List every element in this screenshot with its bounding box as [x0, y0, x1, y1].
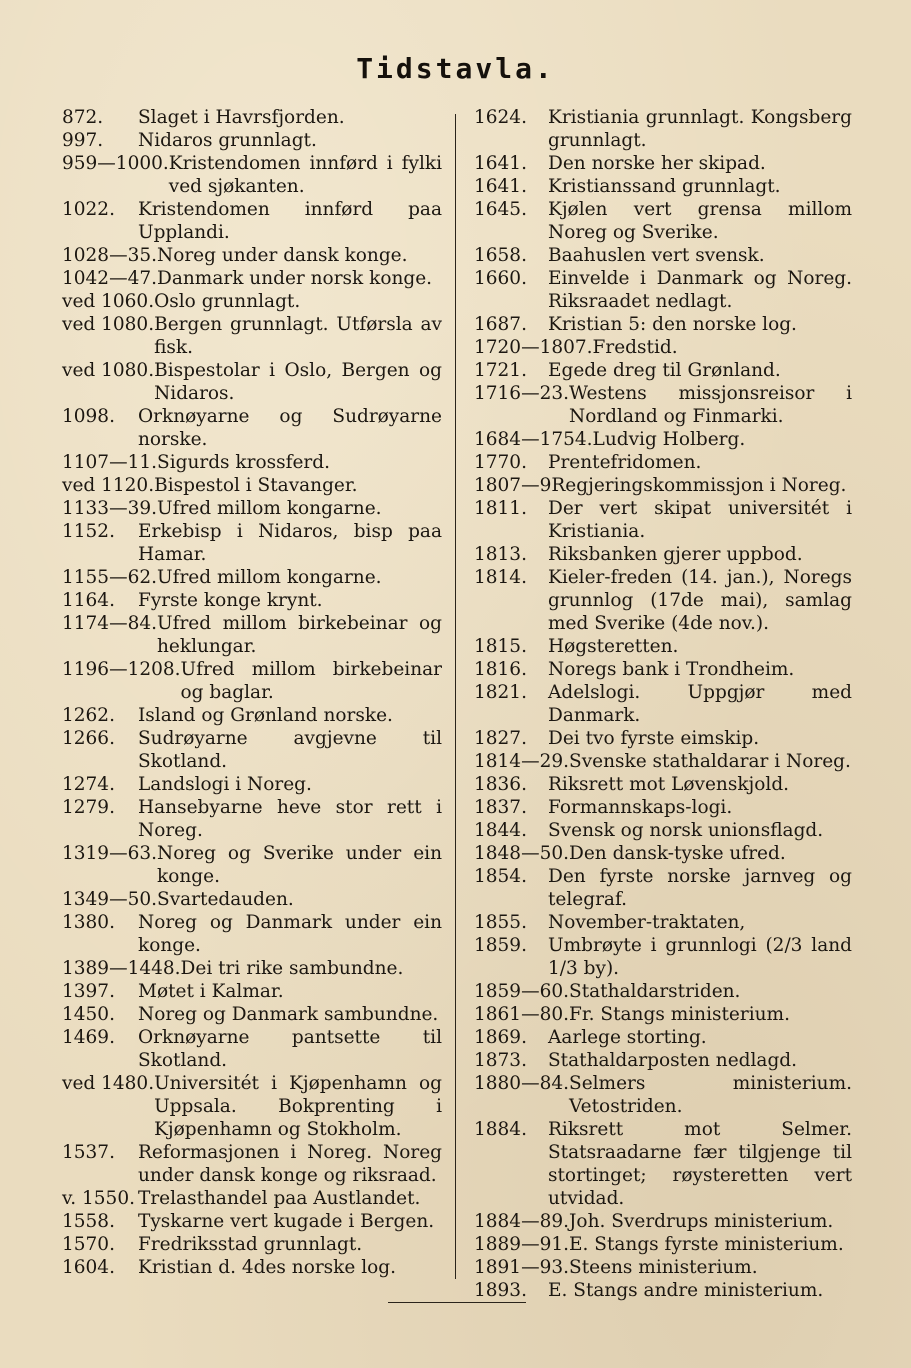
entry-year: 1859—60.: [474, 981, 570, 1002]
entry-year: 1107—11.: [62, 452, 158, 473]
timeline-entry: [62, 1003, 442, 1026]
entry-text: Noregs bank i Trondheim.: [548, 659, 795, 680]
entry-year: 1641.: [474, 153, 527, 174]
entry-text: Bergen grunnlagt. Utførsla av fisk.: [154, 314, 442, 358]
entry-year: 1720—1807.: [474, 337, 593, 358]
entry-text: Orknøyarne og Sudrøyarne norske.: [138, 406, 442, 450]
entry-year: 1152.: [62, 521, 115, 542]
entry-text: Ufred millom kongarne.: [157, 498, 382, 519]
timeline-entry: [62, 704, 442, 727]
entry-year: 1262.: [62, 705, 115, 726]
timeline-column-left: [62, 106, 442, 1279]
entry-year: 1869.: [474, 1027, 527, 1048]
entry-text: Riksrett mot Løvenskjold.: [548, 774, 790, 795]
entry-year: 1279.: [62, 797, 115, 818]
entry-year: ved 1080.: [62, 314, 155, 335]
entry-year: 1274.: [62, 774, 115, 795]
timeline-entry: [474, 1072, 852, 1118]
timeline-entry: [474, 497, 852, 543]
entry-year: 1821.: [474, 682, 527, 703]
timeline-entry: [474, 1049, 852, 1072]
entry-year: 1859.: [474, 935, 527, 956]
timeline-entry: [62, 474, 442, 497]
entry-year: 872.: [62, 107, 104, 128]
entry-text: Stathaldarposten nedlagd.: [548, 1050, 798, 1071]
timeline-entry: [474, 727, 852, 750]
entry-text: Hansebyarne heve stor rett i Noreg.: [138, 797, 442, 841]
entry-year: ved 1480.: [62, 1073, 155, 1094]
entry-year: 1196—1208.: [62, 659, 181, 680]
timeline-entry: [474, 1003, 852, 1026]
timeline-entry: [62, 198, 442, 244]
timeline-entry: [62, 1072, 442, 1141]
entry-text: Dei tri rike sambundne.: [180, 958, 404, 979]
timeline-entry: [474, 796, 852, 819]
entry-text: Steens ministerium.: [569, 1257, 758, 1278]
entry-year: 1266.: [62, 728, 115, 749]
entry-year: 1042—47.: [62, 268, 158, 289]
entry-text: Regjeringskommissjon i Noreg.: [551, 475, 847, 496]
entry-year: 1811.: [474, 498, 527, 519]
entry-text: Bispestol i Stavanger.: [154, 475, 358, 496]
entry-year: 1814—29.: [474, 751, 570, 772]
timeline-entry: [62, 1256, 442, 1279]
entry-year: 1813.: [474, 544, 527, 565]
entry-text: Kieler-freden (14. jan.), Noregs grunnlog (17de mai), samlag med Sverike (4de nov.).: [548, 567, 852, 634]
timeline-entry: [62, 1233, 442, 1256]
entry-text: Kristendomen innførd paa Upplandi.: [138, 199, 442, 243]
entry-text: Noreg og Danmark under ein konge.: [138, 912, 442, 956]
entry-text: Den fyrste norske jarnveg og telegraf.: [548, 866, 852, 910]
entry-year: 1164.: [62, 590, 115, 611]
entry-year: 1844.: [474, 820, 527, 841]
timeline-entry: [62, 842, 442, 888]
entry-text: Riksbanken gjerer uppbod.: [548, 544, 803, 565]
entry-text: Møtet i Kalmar.: [138, 981, 284, 1002]
entry-text: Ufred millom kongarne.: [157, 567, 382, 588]
timeline-entry: [62, 911, 442, 957]
entry-year: 1349—50.: [62, 889, 158, 910]
entry-text: E. Stangs fyrste ministerium.: [569, 1234, 844, 1255]
entry-year: 1687.: [474, 314, 527, 335]
entry-year: 1848—50.: [474, 843, 570, 864]
entry-text: November-traktaten,: [548, 912, 746, 933]
timeline-entry: [62, 888, 442, 911]
timeline-entry: [474, 451, 852, 474]
entry-text: Westens missjonsreisor i Nordland og Finmarki.: [569, 383, 852, 427]
timeline-entry: [62, 106, 442, 129]
timeline-entry: [62, 267, 442, 290]
entry-text: Den dansk-tyske ufred.: [569, 843, 786, 864]
timeline-entry: [62, 290, 442, 313]
entry-year: 1721.: [474, 360, 527, 381]
entry-year: 1880—84.: [474, 1073, 570, 1094]
entry-text: Kristendomen innførd i fylki ved sjøkanten.: [168, 153, 442, 197]
entry-text: Aarlege storting.: [548, 1027, 707, 1048]
timeline-entry: [62, 520, 442, 566]
entry-text: Nidaros grunnlagt.: [138, 130, 317, 151]
timeline-entry: [474, 750, 852, 773]
entry-year: 1174—84.: [62, 613, 158, 634]
timeline-entry: [474, 1256, 852, 1279]
timeline-entry: [474, 198, 852, 244]
timeline-entry: [474, 980, 852, 1003]
entry-year: 1133—39.: [62, 498, 158, 519]
timeline-entry: [62, 612, 442, 658]
entry-year: 1854.: [474, 866, 527, 887]
entry-year: 1891—93.: [474, 1257, 570, 1278]
timeline-entry: [474, 1210, 852, 1233]
timeline-entry: [62, 1210, 442, 1233]
entry-year: 1893.: [474, 1280, 527, 1301]
entry-text: Ufred millom birkebeinar og heklungar.: [157, 613, 442, 657]
timeline-entry: [62, 313, 442, 359]
entry-text: Oslo grunnlagt.: [154, 291, 301, 312]
entry-text: Kristianssand grunnlagt.: [548, 176, 781, 197]
entry-year: 1028—35.: [62, 245, 158, 266]
timeline-entry: [62, 1187, 442, 1210]
timeline-entry: [474, 543, 852, 566]
entry-year: 1873.: [474, 1050, 527, 1071]
timeline-entry: [62, 796, 442, 842]
entry-text: Formannskaps-logi.: [548, 797, 733, 818]
entry-year: 1816.: [474, 659, 527, 680]
entry-year: 1815.: [474, 636, 527, 657]
entry-text: Adelslogi. Uppgjør med Danmark.: [548, 682, 852, 726]
entry-text: Baahuslen vert svensk.: [548, 245, 765, 266]
entry-year: 1660.: [474, 268, 527, 289]
entry-text: Bispestolar i Oslo, Bergen og Nidaros.: [154, 360, 442, 404]
entry-text: Danmark under norsk konge.: [157, 268, 433, 289]
entry-text: Erkebisp i Nidaros, bisp paa Hamar.: [138, 521, 442, 565]
entry-text: Kristian d. 4des norske log.: [138, 1257, 396, 1278]
timeline-entry: [474, 681, 852, 727]
entry-year: 1837.: [474, 797, 527, 818]
entry-text: Der vert skipat universitét i Kristiania.: [548, 498, 852, 542]
entry-year: 1389—1448.: [62, 958, 181, 979]
timeline-entry: [474, 336, 852, 359]
entry-year: 1861—80.: [474, 1004, 570, 1025]
timeline-entry: [62, 152, 442, 198]
entry-text: Kristian 5: den norske log.: [548, 314, 797, 335]
timeline-entry: [474, 842, 852, 865]
entry-year: 1641.: [474, 176, 527, 197]
entry-year: 1884—89.: [474, 1211, 570, 1232]
entry-year: 997.: [62, 130, 104, 151]
entry-text: Noreg under dansk konge.: [157, 245, 408, 266]
bottom-rule: [388, 1302, 526, 1303]
entry-text: Fyrste konge krynt.: [138, 590, 323, 611]
entry-text: Trelasthandel paa Austlandet.: [138, 1188, 421, 1209]
entry-text: Stathaldarstriden.: [569, 981, 741, 1002]
timeline-entry: [62, 451, 442, 474]
entry-text: Egede dreg til Grønland.: [548, 360, 781, 381]
entry-text: Universitét i Kjøpenhamn og Uppsala. Bokprenting i Kjøpenhamn og Stokholm.: [154, 1073, 442, 1140]
entry-year: ved 1060.: [62, 291, 155, 312]
timeline-entry: [474, 382, 852, 428]
timeline-entry: [62, 1026, 442, 1072]
entry-year: 1855.: [474, 912, 527, 933]
entry-year: 1397.: [62, 981, 115, 1002]
entry-text: Einvelde i Danmark og Noreg. Riksraadet nedlagt.: [548, 268, 852, 312]
entry-text: Slaget i Havrsfjorden.: [138, 107, 345, 128]
timeline-entry: [62, 497, 442, 520]
entry-text: Noreg og Sverike under ein konge.: [157, 843, 442, 887]
timeline-entry: [474, 566, 852, 635]
entry-year: 1624.: [474, 107, 527, 128]
entry-text: Orknøyarne pantsette til Skotland.: [138, 1027, 442, 1071]
timeline-entry: [474, 1279, 852, 1302]
timeline-entry: [62, 244, 442, 267]
entry-text: Svensk og norsk unionsflagd.: [548, 820, 824, 841]
entry-text: Svartedauden.: [157, 889, 294, 910]
entry-text: Sudrøyarne avgjevne til Skotland.: [138, 728, 442, 772]
timeline-entry: [62, 566, 442, 589]
entry-text: Riksrett mot Selmer. Statsraadarne fær tilgjenge til stortinget; røysteretten vert utvidad.: [548, 1119, 852, 1209]
timeline-entry: [474, 635, 852, 658]
timeline-entry: [62, 589, 442, 612]
timeline-entry: [474, 359, 852, 382]
entry-year: 1558.: [62, 1211, 115, 1232]
entry-year: 1469.: [62, 1027, 115, 1048]
page-title: Tidstavla.: [356, 52, 555, 85]
timeline-entry: [474, 934, 852, 980]
entry-text: Selmers ministerium. Vetostriden.: [569, 1073, 852, 1117]
entry-text: Ufred millom birkebeinar og baglar.: [180, 659, 442, 703]
timeline-entry: [474, 773, 852, 796]
entry-year: 1319—63.: [62, 843, 158, 864]
column-divider: [455, 114, 456, 1279]
timeline-column-right: [474, 106, 852, 1302]
entry-year: 1807—9: [474, 475, 552, 496]
entry-year: 1570.: [62, 1234, 115, 1255]
entry-text: Høgsteretten.: [548, 636, 679, 657]
entry-year: 1098.: [62, 406, 115, 427]
entry-text: Island og Grønland norske.: [138, 705, 393, 726]
timeline-entry: [62, 129, 442, 152]
entry-year: 1889—91.: [474, 1234, 570, 1255]
entry-year: 1645.: [474, 199, 527, 220]
entry-year: 1684—1754.: [474, 429, 593, 450]
timeline-entry: [62, 405, 442, 451]
entry-year: 1770.: [474, 452, 527, 473]
timeline-entry: [474, 267, 852, 313]
entry-text: Dei tvo fyrste eimskip.: [548, 728, 760, 749]
timeline-entry: [62, 980, 442, 1003]
timeline-entry: [62, 773, 442, 796]
timeline-entry: [62, 957, 442, 980]
entry-year: 1716—23.: [474, 383, 570, 404]
entry-year: ved 1080.: [62, 360, 155, 381]
entry-text: Kjølen vert grensa millom Noreg og Sverike.: [548, 199, 852, 243]
timeline-entry: [474, 1026, 852, 1049]
entry-year: 1814.: [474, 567, 527, 588]
timeline-entry: [474, 911, 852, 934]
entry-text: Fredriksstad grunnlagt.: [138, 1234, 363, 1255]
timeline-entry: [474, 313, 852, 336]
timeline-entry: [474, 819, 852, 842]
timeline-entry: [62, 727, 442, 773]
entry-text: Kristiania grunnlagt. Kongsberg grunnlagt.: [548, 107, 852, 151]
entry-year: 1380.: [62, 912, 115, 933]
entry-text: Fr. Stangs ministerium.: [569, 1004, 790, 1025]
entry-text: Sigurds krossferd.: [157, 452, 330, 473]
entry-text: Reformasjonen i Noreg. Noreg under dansk konge og riksraad.: [138, 1142, 442, 1186]
entry-text: E. Stangs andre ministerium.: [548, 1280, 824, 1301]
entry-year: 959—1000.: [62, 153, 169, 174]
timeline-entry: [62, 1141, 442, 1187]
entry-year: 1658.: [474, 245, 527, 266]
timeline-entry: [474, 428, 852, 451]
entry-text: Prentefridomen.: [548, 452, 702, 473]
entry-year: 1450.: [62, 1004, 115, 1025]
entry-text: Joh. Sverdrups ministerium.: [569, 1211, 834, 1232]
entry-text: Den norske her skipad.: [548, 153, 766, 174]
entry-text: Noreg og Danmark sambundne.: [138, 1004, 439, 1025]
entry-text: Tyskarne vert kugade i Bergen.: [138, 1211, 435, 1232]
timeline-entry: [474, 474, 852, 497]
timeline-entry: [474, 865, 852, 911]
timeline-entry: [474, 244, 852, 267]
timeline-entry: [62, 658, 442, 704]
entry-year: 1827.: [474, 728, 527, 749]
entry-year: v. 1550.: [62, 1188, 135, 1209]
entry-year: 1884.: [474, 1119, 527, 1140]
entry-year: 1604.: [62, 1257, 115, 1278]
timeline-entry: [474, 106, 852, 152]
entry-year: ved 1120.: [62, 475, 155, 496]
entry-text: Umbrøyte i grunnlogi (2/3 land 1/3 by).: [548, 935, 852, 979]
timeline-entry: [62, 359, 442, 405]
timeline-entry: [474, 152, 852, 175]
entry-year: 1537.: [62, 1142, 115, 1163]
entry-text: Fredstid.: [592, 337, 678, 358]
entry-year: 1155—62.: [62, 567, 158, 588]
timeline-entry: [474, 1118, 852, 1210]
entry-text: Landslogi i Noreg.: [138, 774, 312, 795]
timeline-entry: [474, 658, 852, 681]
entry-text: Ludvig Holberg.: [592, 429, 746, 450]
entry-text: Svenske stathaldarar i Noreg.: [569, 751, 851, 772]
timeline-entry: [474, 175, 852, 198]
timeline-entry: [474, 1233, 852, 1256]
entry-year: 1836.: [474, 774, 527, 795]
entry-year: 1022.: [62, 199, 115, 220]
